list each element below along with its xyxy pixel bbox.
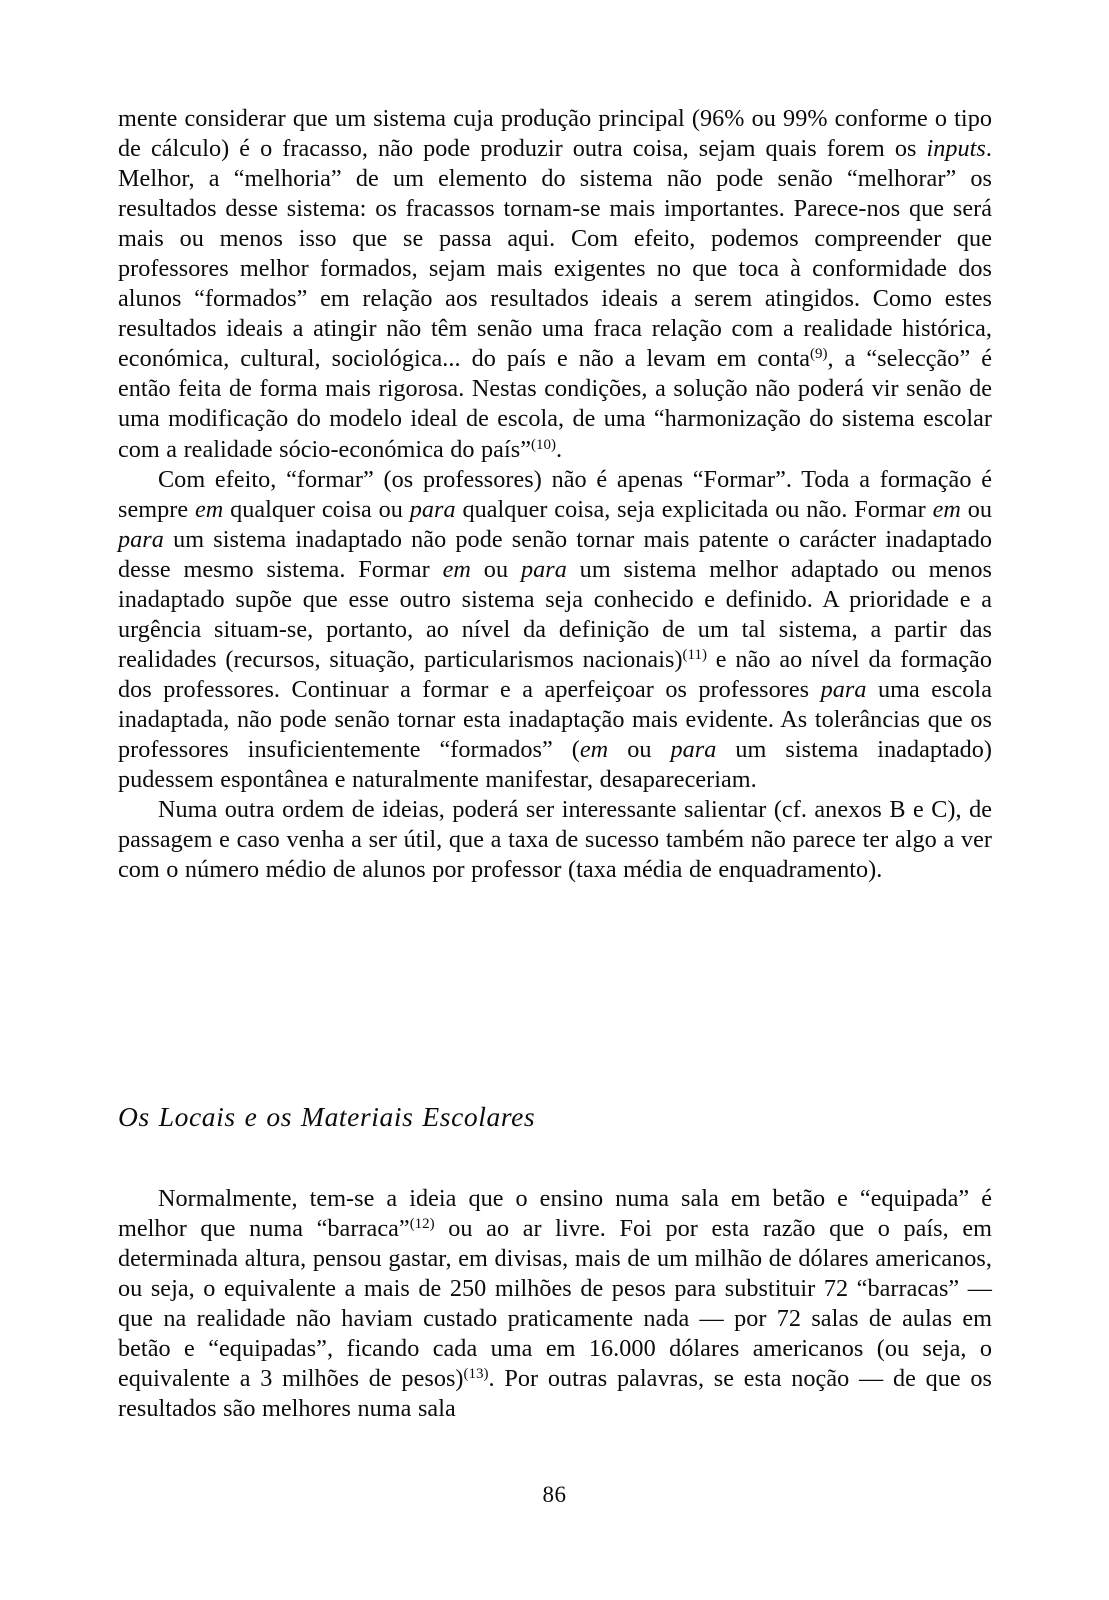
section-body-column xyxy=(118,1184,992,1424)
par2-segment-11: um sistema inadaptado) pudessem espontânea e naturalmente manifestar, desapareceriam. xyxy=(118,735,992,794)
par1-segment-1: mente considerar que um sistema cuja produção principal (96% ou 99% conforme o tipo de cálculo) é o fracasso, não pode produzir outra coisa, sejam quais forem os xyxy=(118,105,992,163)
footnote-marker-10: (10) xyxy=(531,436,556,453)
section-heading-os-locais: Os Locais e os Materiais Escolares xyxy=(118,1101,536,1132)
par2-italic-para-5: para xyxy=(670,735,717,763)
par2-italic-para-1: para xyxy=(409,495,456,523)
par2-italic-para-2: para xyxy=(118,525,164,553)
par2-segment-2: qualquer coisa ou xyxy=(223,495,410,523)
par2-italic-para-3: para xyxy=(520,555,567,583)
par2-italic-em-3: em xyxy=(442,555,471,583)
footnote-marker-11: (11) xyxy=(682,647,707,664)
par2-segment-4: ou xyxy=(960,495,992,523)
par1-segment-2: . Melhor, a “melhoria” de um elemento do sistema não pode senão “melhorar” os resultados desse sistema: os fracassos tornam-se mais importantes. Parece-nos que será mais ou menos isso que se passa aqui. Com efeito, podemos compreender que professores melhor formados, sejam mais exigentes no que toca à conformidade dos alunos “formados” em relação aos resultados ideais a serem atingidos. Como estes resultados ideais a atingir não têm senão uma fraca relação com a realidade histórica, económica, cultural, sociológica... do país e não a levam em conta xyxy=(118,135,992,373)
par1-segment-3: , a “selecção” é então feita de forma mais rigorosa. Nestas condições, a solução não poderá vir senão de uma modificação do modelo ideal de escola, de uma “harmonização do sistema escolar com a realidade sócio-económica do país” xyxy=(118,345,992,463)
par2-segment-7: um sistema melhor adaptado ou menos inadaptado supõe que esse outro sistema seja conhecido e definido. A prioridade e a urgência situam-se, portanto, ao nível da definição de um tal sistema, a partir das realidades (recursos, situação, particularismos nacionais) xyxy=(118,555,993,673)
par1-italic-inputs: inputs xyxy=(926,135,986,163)
par2-italic-em-2: em xyxy=(932,495,961,523)
par2-segment-10: ou xyxy=(608,735,671,763)
par2-segment-9: uma escola inadaptada, não pode senão tornar esta inadaptação mais evidente. As tolerâncias que os professores insuficientemente “formados” ( xyxy=(118,675,992,763)
paragraph-normalmente xyxy=(118,1184,992,1424)
footnote-marker-9: (9) xyxy=(810,346,828,363)
par4-segment-2: ou ao ar livre. Foi por esta razão que o país, em determinada altura, pensou gastar, em divisas, mais de um milhão de dólares americanos, ou seja, o equivalente a mais de 250 milhões de pesos para substituir 72 “barracas” — que na realidade não haviam custado praticamente nada — por 72 salas de aulas em betão e “equipadas”, ficando cada uma em 16.000 dólares americanos (ou seja, o equivalente a 3 milhões de pesos) xyxy=(118,1215,992,1393)
par4-segment-3: . Por outras palavras, se esta noção — de que os resultados são melhores numa sala xyxy=(118,1365,992,1423)
par2-italic-em-4: em xyxy=(579,735,609,763)
paragraph-continuation xyxy=(118,104,992,465)
par2-segment-5: um sistema inadaptado não pode senão tornar mais patente o carácter inadaptado desse mesmo sistema. Formar xyxy=(118,525,992,583)
main-text-column xyxy=(118,104,992,885)
par2-italic-em-1: em xyxy=(194,495,224,523)
par4-segment-1: Normalmente, tem-se a ideia que o ensino numa sala em betão e “equipada” é melhor que numa “barraca” xyxy=(118,1185,992,1243)
par2-italic-para-4: para xyxy=(820,675,867,703)
par2-segment-3: qualquer coisa, seja explicitada ou não. Formar xyxy=(455,495,933,523)
par2-segment-8: e não ao nível da formação dos professores. Continuar a formar e a aperfeiçoar os professores xyxy=(118,645,992,703)
par2-segment-6: ou xyxy=(470,555,521,583)
paragraph-numa-outra-ordem: Numa outra ordem de ideias, poderá ser interessante salientar (cf. anexos B e C), de passagem e caso venha a ser útil, que a taxa de sucesso também não parece ter algo a ver com o número médio de alunos por professor (taxa média de enquadramento). xyxy=(118,796,992,884)
footnote-marker-13: (13) xyxy=(463,1366,489,1383)
page-number: 86 xyxy=(542,1482,567,1507)
paragraph-com-efeito xyxy=(118,465,992,796)
footnote-marker-12: (12) xyxy=(409,1216,435,1233)
par1-segment-4: . xyxy=(556,435,563,463)
par2-segment-1: Com efeito, “formar” (os professores) não é apenas “Formar”. Toda a formação é sempre xyxy=(118,465,992,523)
section-heading-block xyxy=(118,1100,992,1134)
